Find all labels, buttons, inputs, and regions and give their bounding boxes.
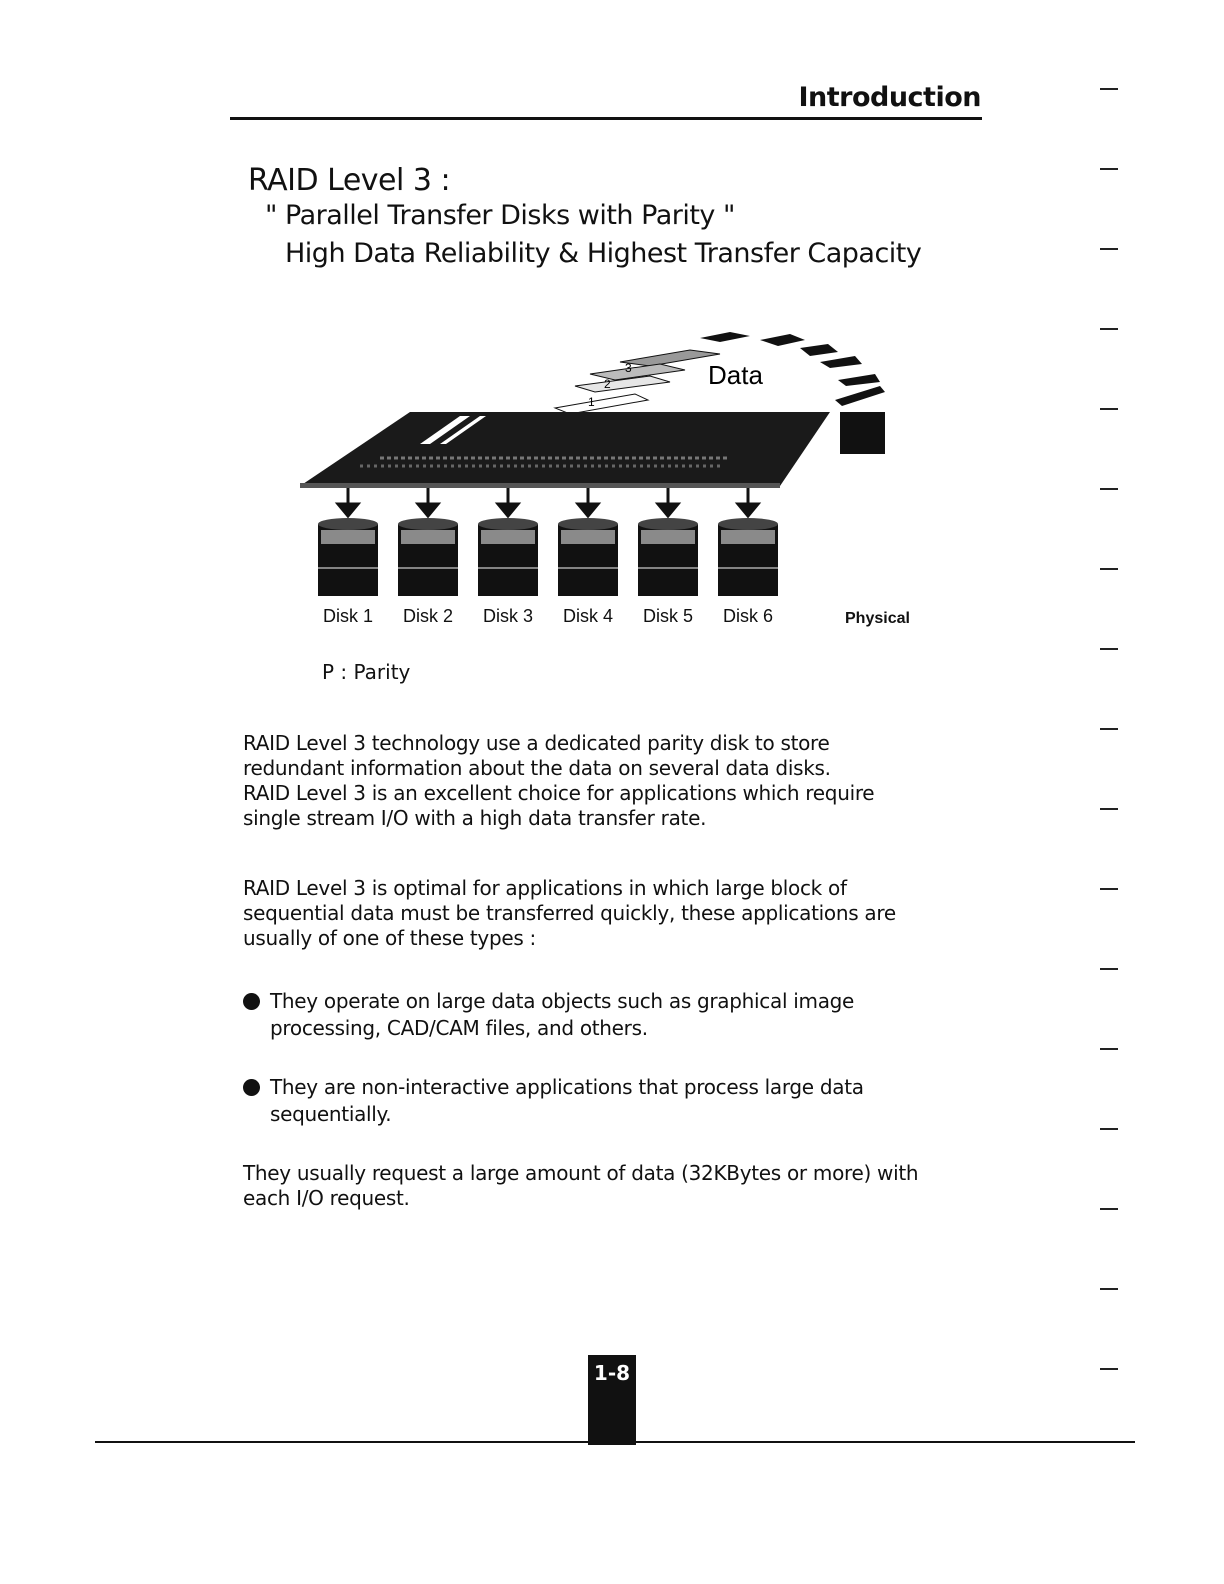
paragraph-1 bbox=[243, 731, 1003, 831]
margin-tick bbox=[1100, 888, 1118, 890]
disk-5-label: Disk 5 bbox=[642, 606, 694, 626]
text-line: redundant information about the data on several data disks. bbox=[243, 756, 831, 780]
header-rule bbox=[230, 117, 982, 120]
bullet-item-1 bbox=[243, 988, 1003, 1042]
margin-tick bbox=[1100, 1208, 1118, 1210]
text-line: each I/O request. bbox=[243, 1186, 410, 1210]
margin-tick bbox=[1100, 1368, 1118, 1370]
text-line: They operate on large data objects such as graphical image bbox=[270, 989, 855, 1013]
array-controller-board bbox=[300, 412, 830, 486]
disk-1-label: Disk 1 bbox=[322, 606, 374, 626]
disk-1-icon bbox=[318, 518, 378, 596]
disk-5-icon bbox=[638, 518, 698, 596]
margin-tick bbox=[1100, 728, 1118, 730]
stripe-number-3: 3 bbox=[625, 361, 632, 375]
margin-tick bbox=[1100, 648, 1118, 650]
data-sheet-4 bbox=[620, 350, 720, 366]
disk-3-icon bbox=[478, 518, 538, 596]
stripe-number-1: 1 bbox=[588, 395, 595, 409]
disk-2-icon bbox=[398, 518, 458, 596]
disk-2-label: Disk 2 bbox=[402, 606, 454, 626]
section-heading: RAID Level 3 : bbox=[248, 163, 451, 198]
footer-rule bbox=[95, 1441, 1135, 1443]
text-line: usually of one of these types : bbox=[243, 926, 536, 950]
margin-tick bbox=[1100, 1048, 1118, 1050]
margin-tick bbox=[1100, 408, 1118, 410]
page-number-tab bbox=[588, 1355, 636, 1445]
text-line: RAID Level 3 is an excellent choice for applications which require bbox=[243, 781, 875, 805]
margin-tick bbox=[1100, 328, 1118, 330]
data-sheet-1 bbox=[555, 394, 648, 414]
disk-6-icon bbox=[718, 518, 778, 596]
arrows bbox=[338, 488, 758, 516]
text-line: RAID Level 3 is optimal for applications in which large block of bbox=[243, 876, 847, 900]
page-number: 1-8 bbox=[593, 1361, 631, 1385]
disk-3-label: Disk 3 bbox=[482, 606, 534, 626]
bullet-item-2 bbox=[243, 1074, 1003, 1128]
disk-4-icon bbox=[558, 518, 618, 596]
margin-tick bbox=[1100, 168, 1118, 170]
page-header-title: Introduction bbox=[798, 82, 981, 113]
text-line: processing, CAD/CAM files, and others. bbox=[270, 1016, 648, 1040]
physical-label: Physical bbox=[845, 610, 910, 627]
margin-tick bbox=[1100, 488, 1118, 490]
section-subheading: " Parallel Transfer Disks with Parity " bbox=[265, 200, 735, 231]
text-line: They are non-interactive applications that process large data bbox=[270, 1075, 864, 1099]
text-line: sequential data must be transferred quickly, these applications are bbox=[243, 901, 896, 925]
data-label: Data bbox=[708, 360, 763, 390]
margin-tick bbox=[1100, 248, 1118, 250]
text-line: single stream I/O with a high data transfer rate. bbox=[243, 806, 707, 830]
margin-tick bbox=[1100, 968, 1118, 970]
board-edge bbox=[300, 483, 780, 488]
text-line: RAID Level 3 technology use a dedicated parity disk to store bbox=[243, 731, 830, 755]
margin-tick bbox=[1100, 1288, 1118, 1290]
margin-tick bbox=[1100, 1128, 1118, 1130]
text-line: sequentially. bbox=[270, 1102, 392, 1126]
disk-6-label: Disk 6 bbox=[722, 606, 774, 626]
raid3-diagram bbox=[290, 320, 930, 640]
parity-note: P : Parity bbox=[322, 660, 411, 684]
margin-tick bbox=[1100, 568, 1118, 570]
paragraph-3 bbox=[243, 1161, 1003, 1211]
paragraph-2 bbox=[243, 876, 1003, 951]
stripe-number-2: 2 bbox=[604, 377, 611, 391]
disk-4-label: Disk 4 bbox=[562, 606, 614, 626]
margin-tick bbox=[1100, 808, 1118, 810]
bullet-icon bbox=[243, 993, 260, 1010]
text-line: They usually request a large amount of data (32KBytes or more) with bbox=[243, 1161, 919, 1185]
margin-tick bbox=[1100, 88, 1118, 90]
section-tagline: High Data Reliability & Highest Transfer Capacity bbox=[285, 238, 922, 269]
bullet-icon bbox=[243, 1079, 260, 1096]
